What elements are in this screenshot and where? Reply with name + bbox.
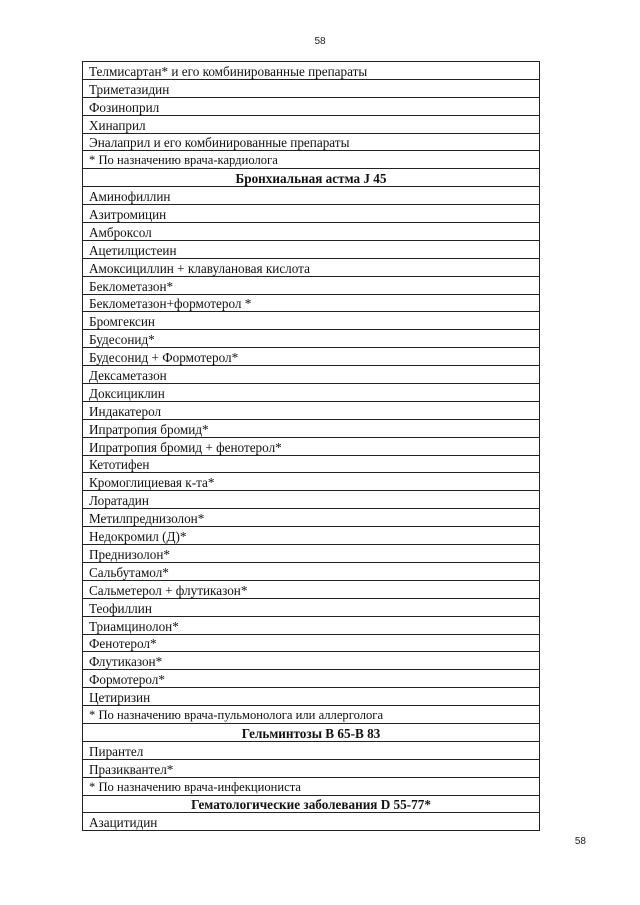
footnote-row <box>83 151 540 169</box>
table-row <box>83 223 540 241</box>
table-row <box>83 598 540 616</box>
drug-name: Метилпреднизолон* <box>83 509 540 527</box>
table-row <box>83 688 540 706</box>
drug-name: Беклометазон+формотерол * <box>83 294 540 312</box>
footnote-row <box>83 777 540 795</box>
table-row <box>83 813 540 831</box>
drug-name: Телмисартан* и его комбинированные препараты <box>83 62 540 80</box>
drug-name: Пирантел <box>83 741 540 759</box>
drug-name: Преднизолон* <box>83 545 540 563</box>
table-row <box>83 62 540 80</box>
table-row <box>83 455 540 473</box>
drug-list-table <box>82 61 540 831</box>
page-number-bottom: 58 <box>574 836 586 847</box>
table-row <box>83 79 540 97</box>
drug-name: Формотерол* <box>83 670 540 688</box>
drug-name: Кромоглициевая к-та* <box>83 473 540 491</box>
table-row <box>83 652 540 670</box>
footnote-row <box>83 706 540 724</box>
drug-name: Сальметерол + флутиказон* <box>83 580 540 598</box>
table-row <box>83 187 540 205</box>
section-title: Гельминтозы В 65-В 83 <box>83 723 540 741</box>
drug-name: Кетотифен <box>83 455 540 473</box>
drug-name: Доксициклин <box>83 384 540 402</box>
table-row <box>83 366 540 384</box>
drug-list-body <box>83 62 540 831</box>
table-row <box>83 545 540 563</box>
table-row <box>83 580 540 598</box>
table-row <box>83 670 540 688</box>
drug-name: Будесонид + Формотерол* <box>83 348 540 366</box>
page-number-top: 58 <box>314 36 326 47</box>
table-row <box>83 634 540 652</box>
table-row <box>83 437 540 455</box>
table-row <box>83 616 540 634</box>
table-row <box>83 133 540 151</box>
table-row <box>83 115 540 133</box>
table-row <box>83 419 540 437</box>
drug-name: Азацитидин <box>83 813 540 831</box>
table-row <box>83 401 540 419</box>
drug-name: Амброксол <box>83 223 540 241</box>
drug-name: Беклометазон* <box>83 276 540 294</box>
table-row <box>83 741 540 759</box>
drug-name: Ипратропия бромид + фенотерол* <box>83 437 540 455</box>
drug-name: Празиквантел* <box>83 759 540 777</box>
table-row <box>83 384 540 402</box>
table-row <box>83 509 540 527</box>
table-row <box>83 240 540 258</box>
drug-name: Амоксициллин + клавулановая кислота <box>83 258 540 276</box>
drug-name: Сальбутамол* <box>83 562 540 580</box>
section-title: Бронхиальная астма J 45 <box>83 169 540 187</box>
table-row <box>83 312 540 330</box>
table-row <box>83 491 540 509</box>
drug-name: Фенотерол* <box>83 634 540 652</box>
drug-name: Триметазидин <box>83 79 540 97</box>
drug-name: Эналаприл и его комбинированные препараты <box>83 133 540 151</box>
drug-name: Цетиризин <box>83 688 540 706</box>
drug-name: Азитромицин <box>83 205 540 223</box>
drug-name: Фозиноприл <box>83 97 540 115</box>
drug-name: Флутиказон* <box>83 652 540 670</box>
section-title: Гематологические заболевания D 55-77* <box>83 795 540 813</box>
table-row <box>83 348 540 366</box>
footnote-text: * По назначению врача-инфекциониста <box>83 777 540 795</box>
table-row <box>83 527 540 545</box>
table-row <box>83 258 540 276</box>
drug-name: Индакатерол <box>83 401 540 419</box>
table-row <box>83 294 540 312</box>
table-row <box>83 97 540 115</box>
drug-name: Аминофиллин <box>83 187 540 205</box>
table-row <box>83 562 540 580</box>
table-row <box>83 330 540 348</box>
footnote-text: * По назначению врача-кардиолога <box>83 151 540 169</box>
drug-name: Недокромил (Д)* <box>83 527 540 545</box>
drug-name: Будесонид* <box>83 330 540 348</box>
drug-name: Лоратадин <box>83 491 540 509</box>
section-header-row <box>83 795 540 813</box>
drug-name: Хинаприл <box>83 115 540 133</box>
drug-name: Ацетилцистеин <box>83 240 540 258</box>
footnote-text: * По назначению врача-пульмонолога или аллерголога <box>83 706 540 724</box>
section-header-row <box>83 169 540 187</box>
drug-name: Триамцинолон* <box>83 616 540 634</box>
section-header-row <box>83 723 540 741</box>
table-row <box>83 276 540 294</box>
table-row <box>83 205 540 223</box>
drug-name: Дексаметазон <box>83 366 540 384</box>
drug-name: Ипратропия бромид* <box>83 419 540 437</box>
table-row <box>83 473 540 491</box>
drug-name: Бромгексин <box>83 312 540 330</box>
table-row <box>83 759 540 777</box>
drug-name: Теофиллин <box>83 598 540 616</box>
